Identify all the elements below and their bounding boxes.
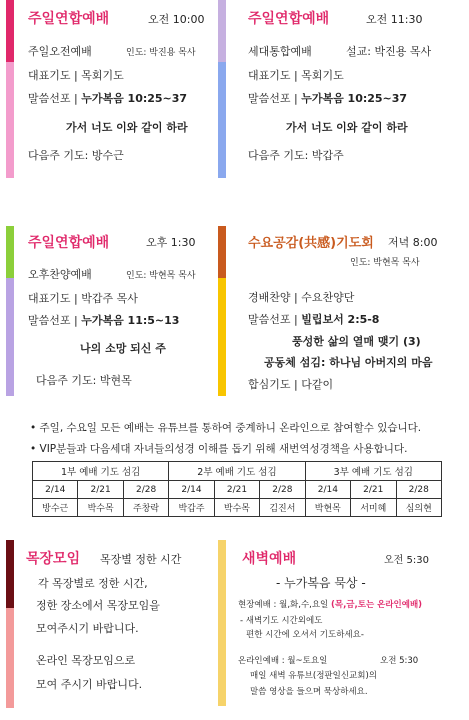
card-sunday-morning — [0, 0, 230, 180]
date-cell: 2/28 — [123, 481, 168, 499]
name-cell: 박수목 — [78, 499, 123, 517]
color-bar — [218, 62, 226, 178]
prayer-line: 대표기도 | 박갑주 목사 — [28, 292, 138, 305]
sermon-ref: 누가복음 10:25~37 — [301, 92, 408, 105]
service-name: 주일오전예배 — [28, 45, 92, 58]
sermon-title: 가서 너도 이와 같이 하라 — [286, 121, 408, 134]
table-row — [33, 481, 442, 499]
color-bar — [218, 540, 226, 706]
sermon-label: 말씀선포 | — [28, 314, 82, 327]
dawn-title: 새벽예배 — [242, 551, 297, 567]
service-leader: 인도: 박진용 목사 — [126, 48, 196, 58]
date-cell: 2/28 — [396, 481, 442, 499]
onsite-line — [238, 598, 422, 610]
table-row — [33, 462, 442, 481]
name-cell: 서미혜 — [351, 499, 396, 517]
prayer-line: 대표기도 | 목회기도 — [28, 69, 124, 82]
cell-group-line: 온라인 목장모임으로 — [36, 654, 136, 667]
sermon-ref: 빌립보서 2:5-8 — [301, 313, 380, 326]
online-label: 온라인예배 : 월~토요일 — [238, 656, 328, 666]
color-bar — [6, 278, 14, 396]
cell-group-line: 모여 주시기 바랍니다. — [36, 678, 143, 691]
praise-line: 경배찬양 | 수요찬양단 — [248, 291, 355, 304]
service-title: 주일연합예배 — [248, 11, 330, 27]
card-wednesday — [218, 226, 468, 398]
name-cell: 심의현 — [396, 499, 442, 517]
service-title: 주일연합예배 — [28, 11, 110, 27]
sermon-ref: 누가복음 11:5~13 — [81, 314, 180, 327]
online-sub: 매일 새벽 유튜브(정판일신교회)의 — [250, 671, 377, 681]
table-row — [33, 499, 442, 517]
sermon-label: 말씀선포 | — [28, 92, 82, 105]
date-cell: 2/21 — [78, 481, 123, 499]
date-cell: 2/21 — [351, 481, 396, 499]
cell-group-line: 모여주시기 바랍니다. — [36, 622, 139, 635]
service-time: 오후 1:30 — [146, 236, 196, 249]
color-bar — [6, 62, 14, 178]
date-cell: 2/14 — [169, 481, 214, 499]
color-bar — [218, 226, 226, 278]
cell-group-line: 각 목장별로 정한 시간, — [38, 577, 148, 590]
date-cell: 2/14 — [305, 481, 350, 499]
onsite-label: 현장예배 : 월,화,수,요일 — [238, 600, 331, 610]
next-prayer: 다음주 기도: 박현목 — [36, 374, 132, 387]
name-cell: 주창락 — [123, 499, 168, 517]
sermon-title: 나의 소망 되신 주 — [80, 342, 166, 355]
next-prayer: 다음주 기도: 박갑주 — [248, 149, 344, 162]
date-cell: 2/14 — [33, 481, 78, 499]
joint-prayer: 합심기도 | 다같이 — [248, 378, 334, 391]
prayer-line: 대표기도 | 목회기도 — [248, 69, 344, 82]
date-cell: 2/28 — [260, 481, 305, 499]
note-youtube: • 주일, 수요일 모든 예배는 유튜브를 통하여 중계하니 온라인으로 참여할수 있습니다. — [30, 422, 422, 434]
service-title: 주일연합예배 — [28, 235, 110, 251]
prayer-topic: 공동체 섬김: 하나님 아버지의 마음 — [264, 356, 433, 369]
date-cell: 2/21 — [214, 481, 259, 499]
service-time: 저녁 8:00 — [388, 236, 438, 249]
card-sunday-afternoon — [0, 226, 230, 398]
color-bar — [218, 278, 226, 396]
card-cell-group — [0, 540, 230, 710]
service-time: 오전 10:00 — [148, 13, 205, 26]
card-sunday-1130 — [218, 0, 468, 180]
name-cell: 방수근 — [33, 499, 78, 517]
dawn-time: 오전 5:30 — [384, 555, 429, 566]
sermon-label: 말씀선포 | — [248, 92, 302, 105]
cell-group-title: 목장모임 — [26, 551, 81, 567]
name-cell: 박현목 — [305, 499, 350, 517]
service-name: 오후찬양예배 — [28, 268, 92, 281]
prayer-schedule-table — [32, 461, 442, 517]
dawn-scripture: - 누가복음 묵상 - — [276, 576, 366, 590]
color-bar — [6, 608, 14, 708]
next-prayer: 다음주 기도: 방수근 — [28, 149, 124, 162]
color-bar — [6, 226, 14, 278]
service-leader: 인도: 박현목 목사 — [350, 258, 420, 268]
service-leader: 설교: 박진용 목사 — [346, 45, 432, 58]
sermon-ref: 누가복음 10:25~37 — [81, 92, 188, 105]
name-cell: 박갑주 — [169, 499, 214, 517]
online-time: 오전 5:30 — [380, 656, 419, 666]
group-header: 2부 예배 기도 섬김 — [169, 462, 305, 481]
onsite-sub: 편한 시간에 오셔서 기도하세요- — [246, 630, 364, 640]
name-cell: 김진서 — [260, 499, 305, 517]
onsite-sub: - 새벽기도 시간외에도 — [240, 616, 323, 626]
sermon-title: 가서 너도 이와 같이 하라 — [66, 121, 188, 134]
sermon-line — [28, 312, 179, 328]
onsite-note: (목,금,토는 온라인예배) — [330, 600, 423, 610]
online-sub: 말씀 영상을 들으며 묵상하세요. — [250, 687, 368, 697]
sermon-title: 풍성한 삶의 열매 맺기 (3) — [292, 335, 421, 348]
cell-group-subtitle: 목장별 정한 시간 — [100, 553, 182, 566]
group-header: 3부 예배 기도 섬김 — [305, 462, 441, 481]
service-leader: 인도: 박현목 목사 — [126, 271, 196, 281]
color-bar — [218, 0, 226, 62]
group-header: 1부 예배 기도 섬김 — [33, 462, 169, 481]
service-time: 오전 11:30 — [366, 13, 423, 26]
color-bar — [6, 540, 14, 608]
sermon-label: 말씀선포 | — [248, 313, 302, 326]
note-bible: • VIP분들과 다음세대 자녀들의성경 이해를 돕기 위해 새번역성경책을 사용합니다. — [30, 443, 408, 455]
cell-group-line: 정한 장소에서 목장모임을 — [36, 599, 160, 612]
color-bar — [6, 0, 14, 62]
sermon-line — [248, 311, 379, 327]
service-title: 수요공감(共感)기도회 — [248, 236, 374, 251]
card-dawn — [218, 540, 468, 710]
service-name: 세대통합예배 — [248, 45, 312, 58]
name-cell: 박수목 — [214, 499, 259, 517]
sermon-line — [248, 90, 407, 106]
sermon-line — [28, 90, 187, 106]
